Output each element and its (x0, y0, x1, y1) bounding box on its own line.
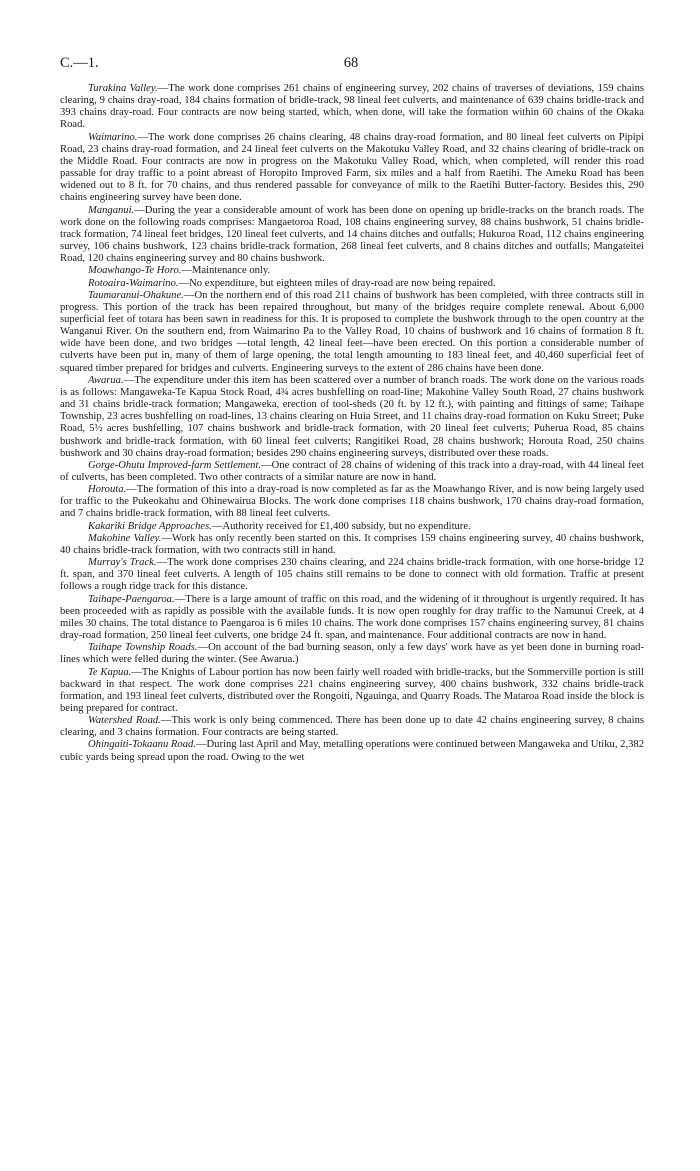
section-text: —On the northern end of this road 211 chains of bushwork has been completed, with three contracts still in progress. This portion of the track has been repaired throughout, but many of the bridges require complete renewal. About 6,000 superficial feet of totara has been sawn in readiness for this. It is proposed to complete the bushwork through to the open country at the Wanganui River. On the southern end, from Waimarino Pa to the Valley Road, 10 chains of bushwork and 16 chains of formation 8 ft. wide have been done, and two bridges —total length, 42 lineal feet—have been erected. On this portion a considerable number of culverts have been put in, many of them of large opening, the total length amounting to 183 lineal feet, and 40,460 superficial feet of squared timber prepared for bridges and culverts. Engineering surveys to the extent of 286 chains have been done. (60, 289, 644, 374)
document-reference: C.—1. (60, 55, 99, 71)
section-heading: Turakina Valley. (88, 83, 158, 94)
section-heading: Murray's Track. (88, 557, 157, 569)
section-text: —No expenditure, but eighteen miles of dray-road are now being repaired. (178, 277, 496, 289)
section-text: —On account of the bad burning season, only a few days' work have as yet been done in burning road-lines which were felled during the winter. (See Awarua.) (60, 642, 644, 666)
paragraph-kakariki-bridge (60, 521, 644, 533)
section-heading: Manganui. (88, 204, 135, 216)
paragraph-moawhango-te-horo (60, 265, 644, 277)
section-text: —The work done comprises 230 chains clearing, and 224 chains bridle-track formation, with one horse-bridge 12 ft. span, and 370 lineal feet culverts. A length of 105 chains still remains to be done to connect with old formation. Traffic at present follows a rough ridge track for this distance. (60, 557, 645, 593)
section-heading: Watershed Road. (88, 715, 161, 727)
page-header (60, 54, 642, 72)
section-text: —The formation of this into a dray-road is now completed as far as the Moawhango River, and is now being largely used for traffic to the Pukeokahu and Ohinewairua Blocks. The work done comprises 118 chains bushwork, 170 chains dray-road formation, and 7 chains bridle-track formation, with 88 lineal feet culverts. (60, 484, 644, 520)
section-text: —Maintenance only. (181, 265, 271, 277)
paragraph-murrays-track (60, 557, 644, 593)
section-text: —There is a large amount of traffic on this road, and the widening of it throughout is urgently required. It has been proceeded with as rapidly as possible with the available funds. It is now open roughly for dray traffic to the Namunui Creek, at 4 miles 30 chains. The total distance to Paengaroa is 6 miles 10 chains. The work done comprises 157 chains engineering survey, 81 chains dray-road formation, 250 lineal feet culverts, one bridge 24 ft. span, and maintenance. Four additional contracts are now in hand. (60, 593, 644, 642)
paragraph-gorge-ohutu (60, 460, 644, 484)
paragraph-taihape-township (60, 642, 644, 666)
section-text: —The expenditure under this item has been scattered over a number of branch roads. The work done on the various roads is as follows: Mangaweka-Te Kapua Stock Road, 4¾ acres bushfelling on road-line; Makohine Valley South Road, 27 chains bushwork and 31 chains bridle-track formation; Mangaweka, erection of tool-sheds (20 ft. by 12 ft.), with painting and fittings of same; Taihape Township, 23 acres bushfelling on road-lines, 13 chains clearing on Huia Street, and 11 chains dray-road formation on Kuku Street; Puke Road, 5½ acres bushfelling, 107 chains bushwork and bridle-track formation, with 20 lineal feet culverts; Puherua Road, 85 chains bushwork and bridle-track formation, with 60 lineal feet culverts; Rangitikei Road, 28 chains bushwork; Horouta Road, 250 chains bushwork and 30 chains dray-road formation; besides 290 chains engineering surveys, distributed over these roads. (60, 374, 644, 459)
section-heading: Horouta. (88, 484, 127, 496)
section-heading: Moawhango-Te Horo. (88, 265, 182, 277)
paragraph-manganui (60, 205, 644, 266)
paragraph-makohine-valley (60, 533, 644, 557)
section-heading: Ohingaiti-Tokaanu Road. (88, 739, 196, 751)
paragraph-rotoaira-waimarino (60, 278, 644, 290)
section-heading: Taihape Township Roads. (88, 642, 198, 654)
paragraph-watershed-road (60, 715, 644, 739)
paragraph-taihape-paengaroa (60, 594, 644, 643)
paragraph-awarua (60, 375, 644, 460)
paragraph-taumaranui-ohakune (60, 290, 644, 375)
section-text: —One contract of 28 chains of widening of this track into a dray-road, with 44 lineal feet of culverts, has been completed. Two other contracts of a similar nature are now in hand. (60, 459, 645, 483)
section-heading: Te Kapua. (88, 666, 132, 678)
section-heading: Gorge-Ohutu Improved-farm Settlement. (88, 459, 262, 471)
section-text: —This work is only being commenced. There has been done up to date 42 chains engineering survey, 8 chains clearing, and 3 chains formation. Four contracts are being started. (60, 715, 645, 739)
page-number: 68 (343, 55, 359, 71)
section-text: —The work done comprises 261 chains of engineering survey, 202 chains of traverses of deviations, 159 chains clearing, 9 chains dray-road, 184 chains formation of bridle-track, 98 lineal feet culverts, and maintenance of 639 chains bridle-track and 393 chains dray-road. Four contracts are now being started, which, when done, will take the formation within 60 chains of the Okaka Road. (60, 83, 644, 131)
section-text: —The Knights of Labour portion has now been fairly well roaded with bridle-tracks, but the Sommerville portion is still backward in that respect. The work done comprises 221 chains engineering survey, 400 chains bushwork, 332 chains bridle-track formation, and 193 lineal feet culverts, distributed over the Rongoiti, Ngauinga, and Quarry Roads. The Mataroa Road inside the block is being prepared for contract. (60, 666, 644, 714)
section-text: —Work has only recently been started on this. It comprises 159 chains engineering survey, 40 chains bushwork, 40 chains bridle-track formation, with two contracts still in hand. (60, 532, 644, 556)
paragraph-te-kapua (60, 667, 644, 716)
section-heading: Kakariki Bridge Approaches. (88, 520, 212, 532)
section-heading: Waimarino. (88, 131, 138, 143)
section-text: —During the year a considerable amount of work has been done on opening up bridle-tracks on the branch roads. The work done on the following roads comprises: Mangaetoroa Road, 108 chains engineering survey, 88 chains bushwork, 51 chains bridle-track formation, 74 lineal feet bridges, 120 lineal feet culverts, and 14 chains ditches and outfalls; Hukuroa Road, 112 chains engineering survey, 106 chains bushwork, 123 chains bridle-track formation, 268 lineal feet culverts, and 8 chains ditches and outfalls; Mangateitei Road, 120 chains engineering survey and 80 chains bushwork. (60, 204, 644, 265)
section-text: —The work done comprises 26 chains clearing, 48 chains dray-road formation, and 80 lineal feet culverts on Pipipi Road, 23 chains dray-road formation, and 24 lineal feet culverts on the Makotuku Valley Road, and 32 chains clearing of bridle-track on the Middle Road. Four contracts are now in progress on the Makotuku Valley Road, which, when completed, will render this road passable for dray traffic to a point abreast of Horopito Improved Farm, six miles and a half from Raetihi. The Ameku Road has been widened out to 8 ft. for 70 chains, and thus rendered passable for conveyance of milk to the Raetihi Butter-factory. Besides this, 290 chains engineering survey have been done. (60, 131, 644, 204)
paragraph-waimarino (60, 132, 644, 205)
section-heading: Taihape-Paengaroa. (88, 593, 175, 605)
section-heading: Awarua. (88, 374, 124, 386)
section-text: —During last April and May, metalling operations were continued between Mangaweka and Utiku, 2,382 cubic yards being spread upon the road. Owing to the wet (60, 739, 644, 763)
paragraph-ohingaiti-tokaanu (60, 739, 644, 763)
paragraph-turakina-valley (60, 83, 644, 132)
paragraph-horouta (60, 484, 644, 520)
report-body (60, 83, 644, 764)
section-heading: Rotoaira-Waimarino. (88, 277, 179, 289)
section-text: —Authority received for £1,400 subsidy, but no expenditure. (211, 520, 471, 532)
section-heading: Taumaranui-Ohakune. (88, 289, 184, 301)
section-heading: Makohine Valley. (88, 532, 162, 544)
